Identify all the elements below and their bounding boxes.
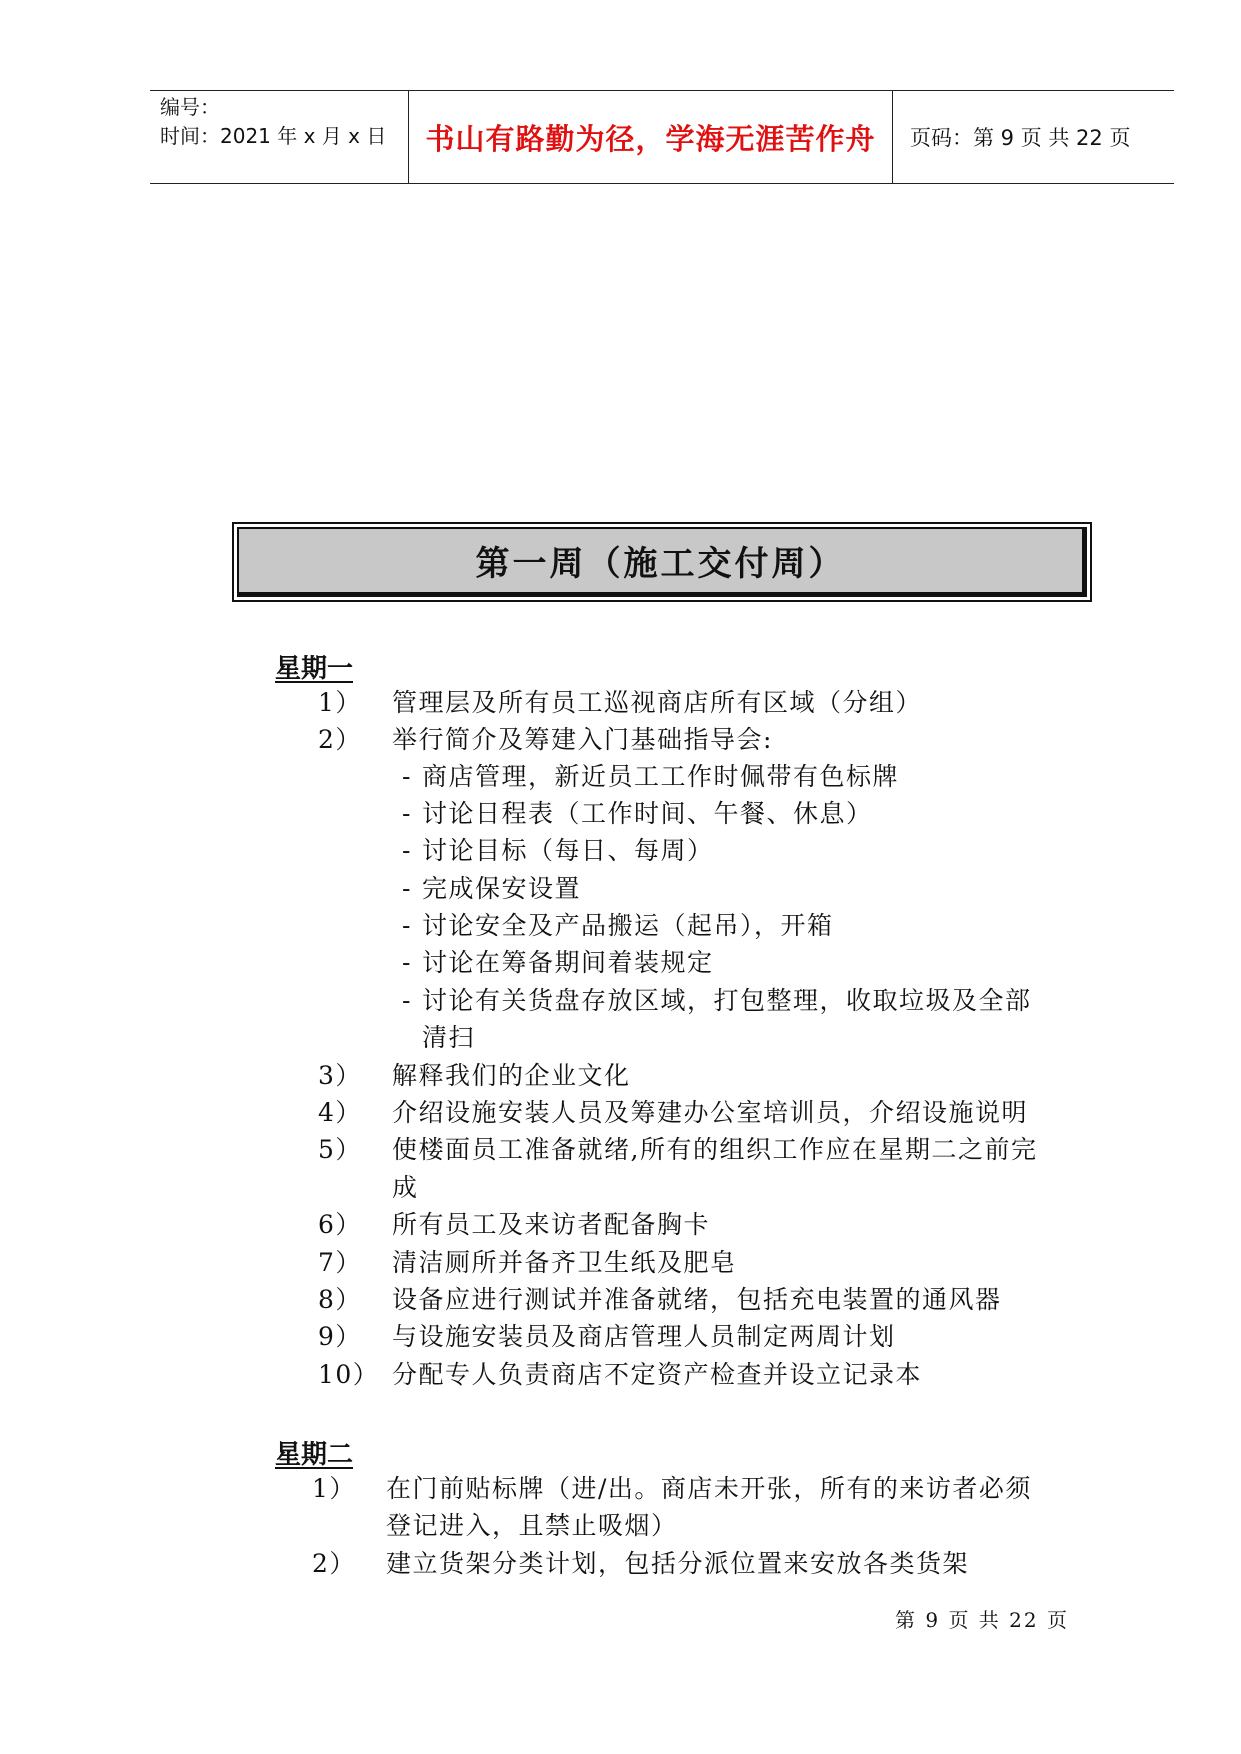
item-text: 解释我们的企业文化 — [392, 1061, 631, 1090]
tuesday-heading: 星期二 — [275, 1440, 354, 1470]
item-text: 介绍设施安装人员及筹建办公室培训员，介绍设施说明 — [392, 1098, 1029, 1127]
item-number: 6） — [318, 1210, 362, 1239]
header-divider — [892, 91, 893, 183]
item-number: 2） — [312, 1549, 356, 1578]
sub-item-text: 讨论在筹备期间着装规定 — [422, 948, 714, 977]
item-text: 清洁厕所并备齐卫生纸及肥皂 — [392, 1248, 737, 1277]
item-text: 与设施安装员及商店管理人员制定两周计划 — [392, 1322, 896, 1351]
item-text: 在门前贴标牌（进/出。商店未开张，所有的来访者必须 — [386, 1474, 1032, 1503]
item-text: 分配专人负责商店不定资产检查并设立记录本 — [392, 1360, 923, 1389]
page-header — [150, 90, 1174, 184]
header-page-info: 页码：第 9 页 共 22 页 — [910, 126, 1131, 150]
header-time: 时间：2021 年 x 月 x 日 — [160, 124, 387, 148]
item-number: 10） — [318, 1360, 380, 1389]
item-number: 9） — [318, 1322, 362, 1351]
sub-item-text: 清扫 — [422, 1023, 476, 1052]
week-title: 第一周（施工交付周） — [237, 527, 1087, 597]
sub-item-text: 讨论目标（每日、每周） — [422, 836, 714, 865]
item-number: 1） — [312, 1474, 356, 1503]
item-text: 所有员工及来访者配备胸卡 — [392, 1210, 711, 1239]
item-text: 使楼面员工准备就绪,所有的组织工作应在星期二之前完 — [392, 1135, 1038, 1164]
sub-item-text: 讨论有关货盘存放区域，打包整理，收取垃圾及全部 — [422, 986, 1032, 1015]
item-number: 3） — [318, 1061, 362, 1090]
page-footer: 第 9 页 共 22 页 — [895, 1608, 1069, 1632]
sub-item-text: 讨论安全及产品搬运（起吊），开箱 — [422, 911, 834, 940]
item-number: 1） — [318, 688, 362, 717]
item-text: 建立货架分类计划，包括分派位置来安放各类货架 — [386, 1549, 970, 1578]
header-meta — [160, 93, 386, 151]
header-number: 编号： — [160, 95, 220, 119]
item-number: 4） — [318, 1098, 362, 1127]
item-text: 举行简介及筹建入门基础指导会: — [392, 725, 773, 754]
item-text: 设备应进行测试并准备就绪，包括充电装置的通风器 — [392, 1285, 1002, 1314]
item-text: 登记进入，且禁止吸烟） — [386, 1511, 678, 1540]
monday-heading: 星期一 — [275, 654, 354, 684]
item-number: 7） — [318, 1248, 362, 1277]
item-number: 8） — [318, 1285, 362, 1314]
week-title-box — [232, 522, 1092, 602]
header-motto: 书山有路勤为径，学海无涯苦作舟 — [425, 121, 876, 156]
item-number: 2） — [318, 725, 362, 754]
item-number: 5） — [318, 1135, 362, 1164]
sub-item-text: 完成保安设置 — [422, 874, 582, 903]
sub-item-text: 讨论日程表（工作时间、午餐、休息） — [422, 799, 873, 828]
sub-item-text: 商店管理，新近员工工作时佩带有色标牌 — [422, 762, 900, 791]
item-text: 成 — [392, 1173, 419, 1202]
item-text: 管理层及所有员工巡视商店所有区域（分组） — [392, 688, 923, 717]
